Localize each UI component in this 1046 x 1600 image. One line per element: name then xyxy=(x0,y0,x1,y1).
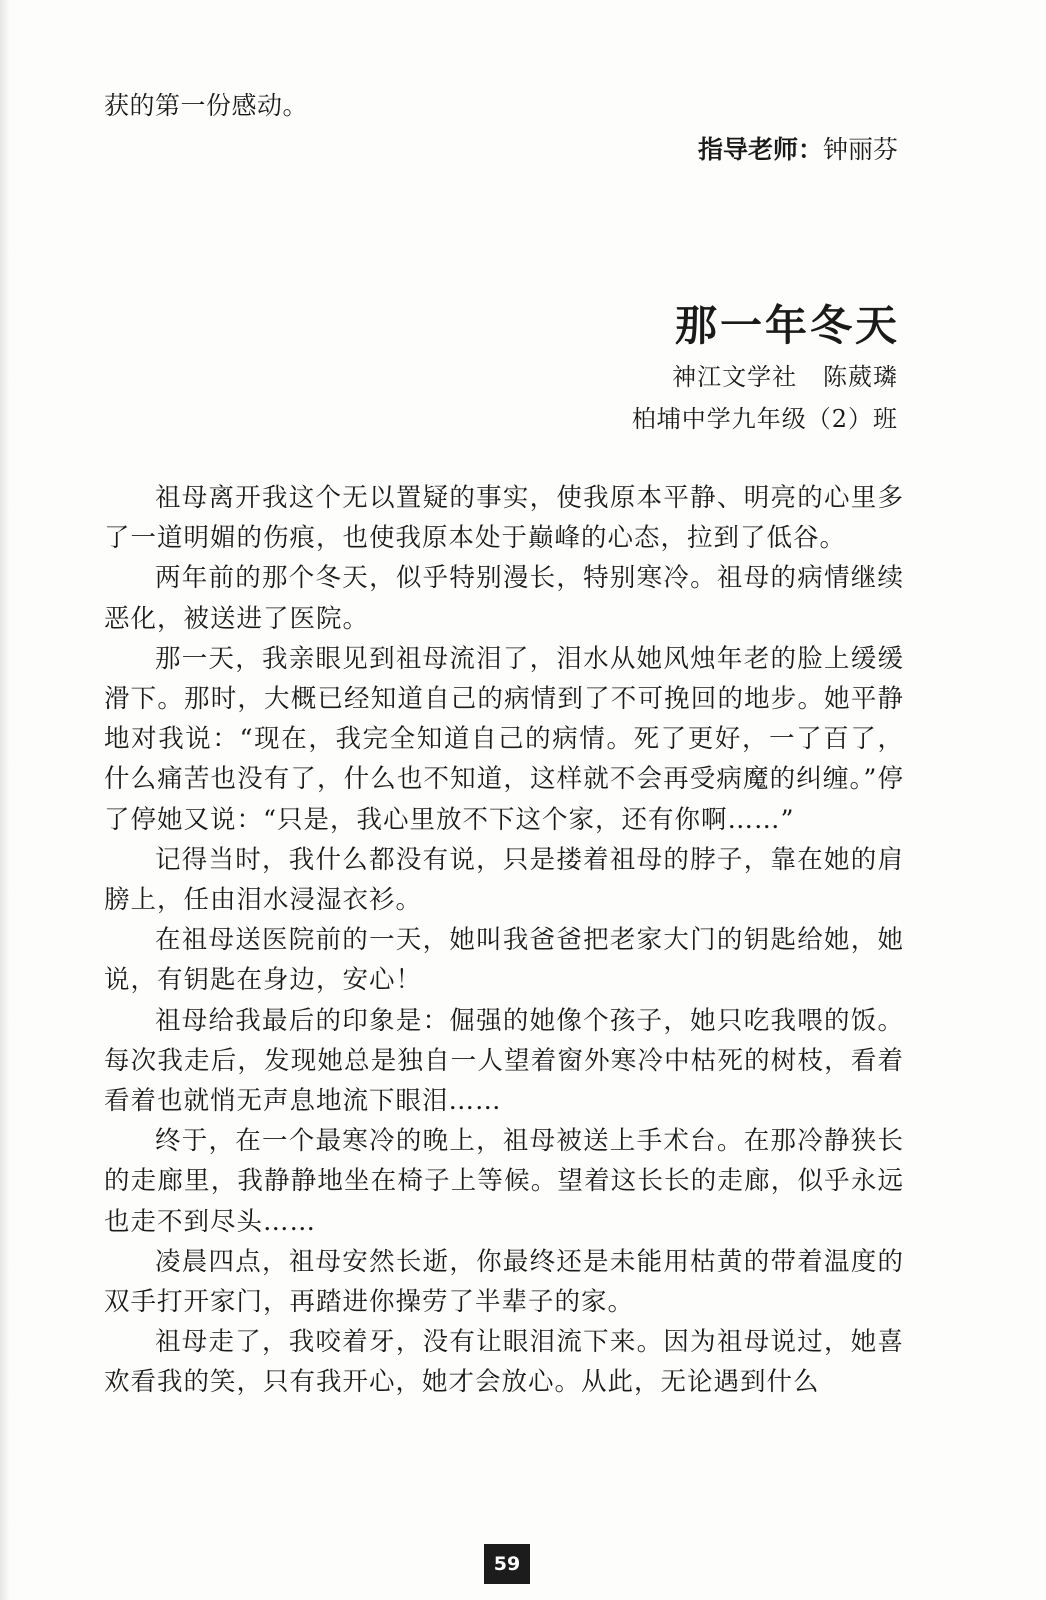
paragraph: 凌晨四点，祖母安然长逝，你最终还是未能用枯黄的带着温度的双手打开家门，再踏进你操劳了半辈子的家。 xyxy=(104,1246,904,1318)
page-binding-edge xyxy=(0,0,10,1600)
paragraph: 祖母走了，我咬着牙，没有让眼泪流下来。因为祖母说过，她喜欢看我的笑，只有我开心，她才会放心。从此，无论遇到什么 xyxy=(104,1327,904,1398)
article-title: 那一年冬天 xyxy=(674,301,900,350)
paragraph: 祖母给我最后的印象是：倔强的她像个孩子，她只吃我喂的饭。每次我走后，发现她总是独自一人望着窗外寒冷中枯死的树枝，看着看着也就悄无声息地流下眼泪…… xyxy=(104,1005,904,1117)
article-byline xyxy=(672,357,898,397)
paragraph: 在祖母送医院前的一天，她叫我爸爸把老家大门的钥匙给她，她说，有钥匙在身边，安心！ xyxy=(104,925,904,996)
page-number: 59 xyxy=(484,1544,530,1584)
previous-article-ending: 获的第一份感动。 xyxy=(104,91,309,120)
author-name: 陈葳璘 xyxy=(823,363,898,391)
author-school: 柏埔中学九年级（2）班 xyxy=(631,405,898,433)
article-body xyxy=(104,478,904,1403)
paragraph: 两年前的那个冬天，似乎特别漫长，特别寒冷。祖母的病情继续恶化，被送进了医院。 xyxy=(104,563,904,634)
literary-society: 神江文学社 xyxy=(672,363,798,391)
paragraph: 那一天，我亲眼见到祖母流泪了，泪水从她风烛年老的脸上缓缓滑下。那时，大概已经知道自己的病情到了不可挽回的地步。她平静地对我说：“现在，我完全知道自己的病情。死了更好，一了百了，什么痛苦也没有了，什么也不知道，这样就不会再受病魔的纠缠。”停了停她又说：“只是，我心里放不下这个家，还有你啊……” xyxy=(104,643,904,835)
advisor-label: 指导老师： xyxy=(697,135,823,164)
paragraph: 祖母离开我这个无以置疑的事实，使我原本平静、明亮的心里多了一道明媚的伤痕，也使我原本处于巅峰的心态，拉到了低谷。 xyxy=(104,483,904,554)
advisor-credit xyxy=(698,130,898,170)
advisor-name: 钟丽芬 xyxy=(822,135,898,164)
paragraph: 记得当时，我什么都没有说，只是搂着祖母的脖子，靠在她的肩膀上，任由泪水浸湿衣衫。 xyxy=(104,844,904,916)
paragraph: 终于，在一个最寒冷的晚上，祖母被送上手术台。在那冷静狭长的走廊里，我静静地坐在椅子上等候。望着这长长的走廊，似乎永远也走不到尽头…… xyxy=(104,1126,904,1237)
